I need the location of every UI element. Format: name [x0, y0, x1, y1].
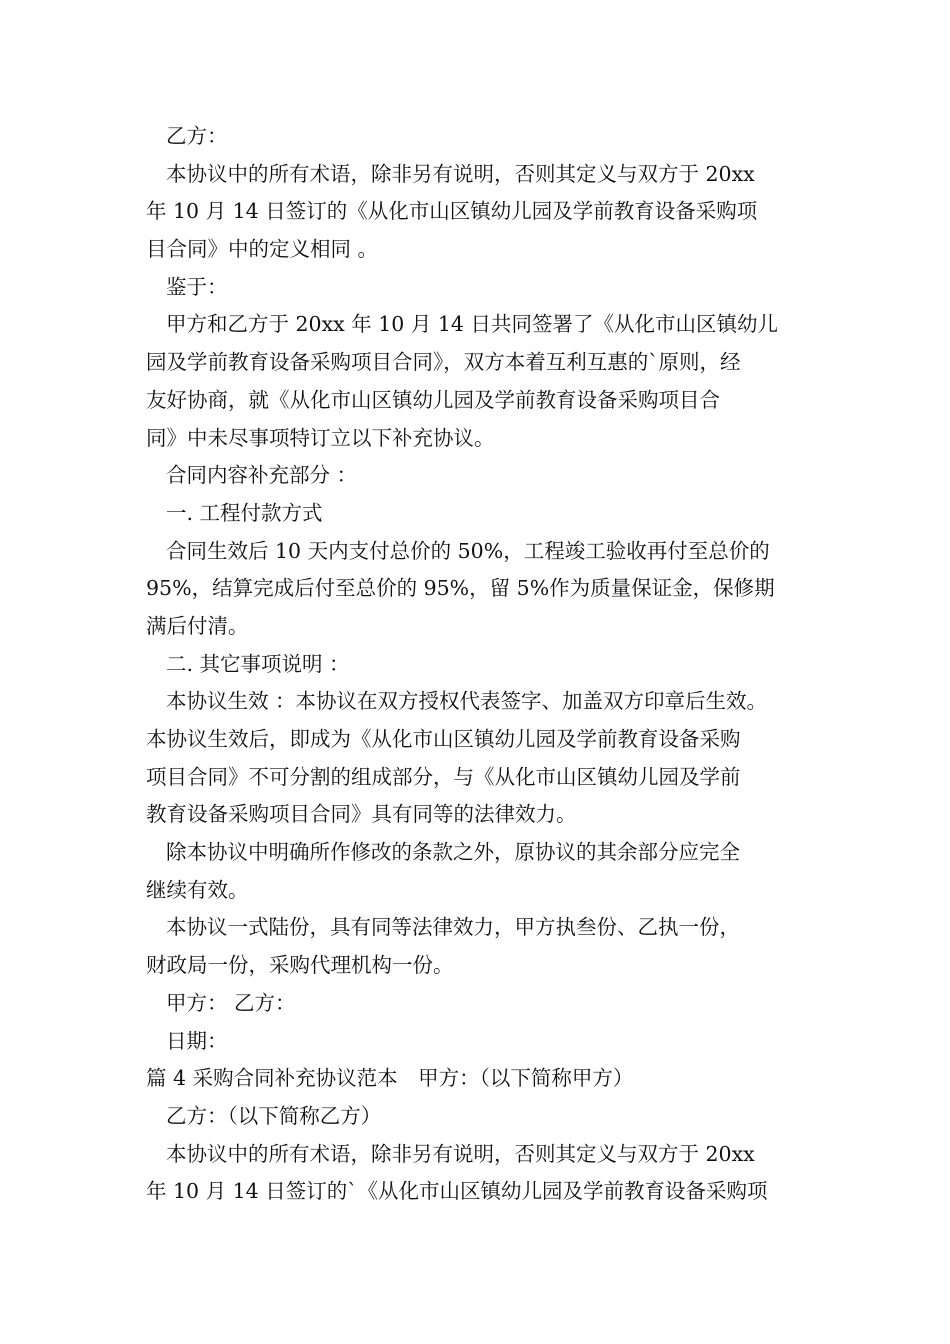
document-line: 本协议生效 ：本协议在双方授权代表签字、加盖双方印章后生效。 [166, 689, 768, 714]
document-line: 除本协议中明确所作修改的条款之外，原协议的其余部分应完全 [166, 840, 740, 865]
document-line: 95%，结算完成后付至总价的 95%，留 5%作为质量保证金，保修期 [146, 576, 775, 601]
document-line: 财政局一份，采购代理机构一份。 [146, 953, 454, 978]
document-line: 教育设备采购项目合同》具有同等的法律效力。 [146, 802, 577, 827]
document-line: 满后付清。 [146, 613, 249, 638]
document-line: 项目合同》不可分割的组成部分，与《从化市山区镇幼儿园及学前 [146, 764, 741, 789]
document-line: 日期： [166, 1028, 228, 1053]
document-line: 篇 4 采购合同补充协议范本 甲方：（以下简称甲方） [146, 1066, 634, 1091]
document-line: 同》中未尽事项特订立以下补充协议。 [146, 425, 495, 450]
document-line: 甲方： 乙方： [166, 990, 296, 1015]
document-line: 年 10 月 14 日签订的`《从化市山区镇幼儿园及学前教育设备采购项 [146, 1179, 768, 1204]
document-line: 园及学前教育设备采购项目合同》，双方本着互利互惠的`原则，经 [146, 350, 741, 375]
document-line: 乙方：（以下简称乙方） [166, 1103, 382, 1128]
document-line: 本协议中的所有术语，除非另有说明，否则其定义与双方于 20xx [166, 161, 755, 186]
document-line: 甲方和乙方于 20xx 年 10 月 14 日共同签署了《从化市山区镇幼儿 [166, 312, 778, 337]
document-line: 鉴于： [166, 274, 228, 299]
document-line: 本协议生效后，即成为《从化市山区镇幼儿园及学前教育设备采购 [146, 727, 741, 751]
document-line: 合同生效后 10 天内支付总价的 50%，工程竣工验收再付至总价的 [166, 538, 770, 563]
document-line: 本协议一式陆份，具有同等法律效力，甲方执叁份、乙执一份， [166, 915, 740, 940]
document-line: 合同内容补充部分 ： [166, 463, 358, 488]
document-line: 本协议中的所有术语，除非另有说明，否则其定义与双方于 20xx [166, 1141, 755, 1166]
document-line: 继续有效。 [146, 877, 249, 902]
document-line: 目合同》中的定义相同 。 [146, 237, 379, 262]
document-body [146, 118, 826, 1211]
document-line: 年 10 月 14 日签订的《从化市山区镇幼儿园及学前教育设备采购项 [146, 199, 758, 224]
document-line: 二. 其它事项说明 ： [166, 651, 350, 676]
document-line: 一. 工程付款方式 [166, 500, 323, 525]
document-line: 友好协商，就《从化市山区镇幼儿园及学前教育设备采购项目合 [146, 387, 720, 412]
document-line: 乙方： [166, 124, 228, 148]
